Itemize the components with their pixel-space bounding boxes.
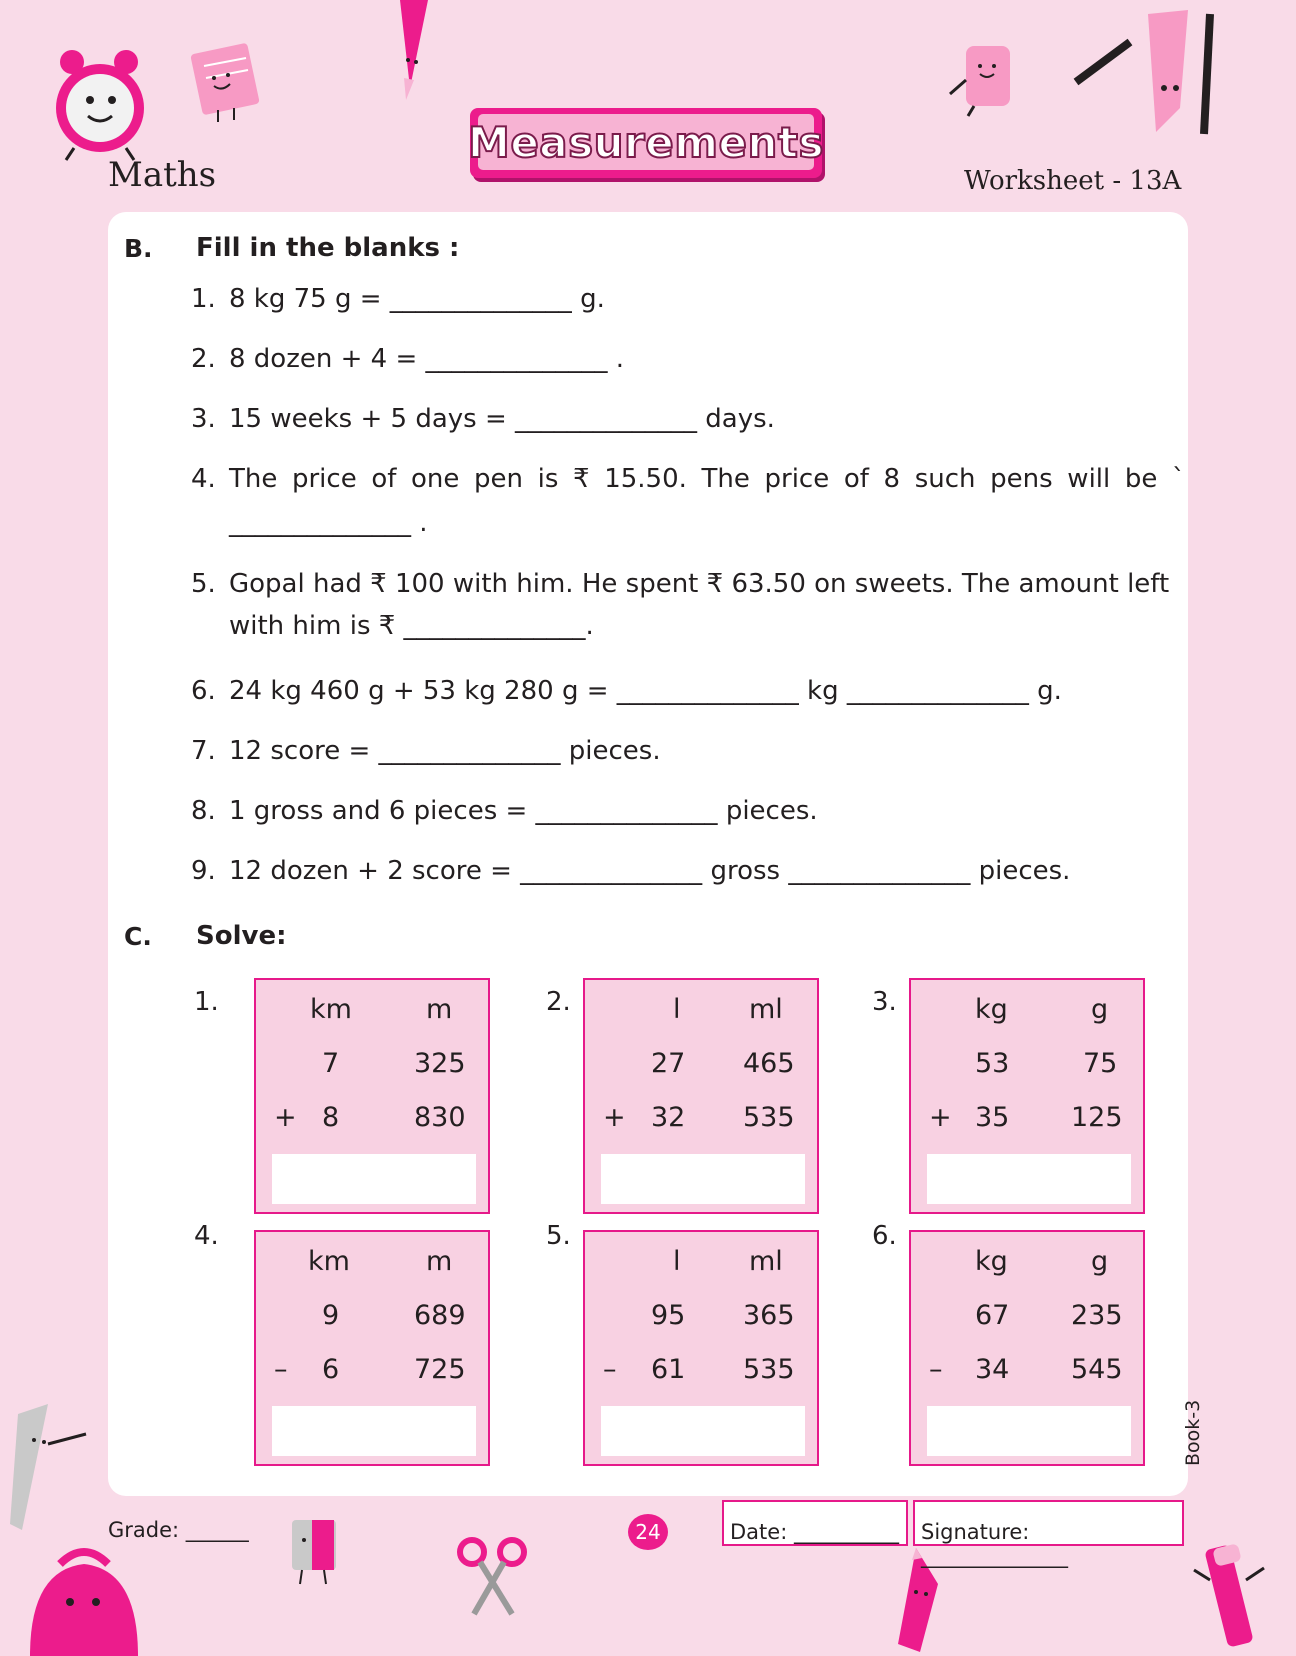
problem-number: 5. (546, 1221, 571, 1251)
date-field: Date: __________ (722, 1500, 908, 1546)
page-number-badge (628, 1514, 668, 1550)
question-7: 7. 12 score = ______________ pieces. (191, 736, 661, 766)
problem-number: 6. (872, 1221, 897, 1251)
problem-box: l ml 27 465 + 32 535 (583, 978, 819, 1214)
worksheet-label: Worksheet - 13A (964, 166, 1182, 196)
question-3: 3. 15 weeks + 5 days = ______________ days. (191, 404, 775, 434)
scissors-icon (456, 1534, 530, 1618)
question-2: 2. 8 dozen + 4 = ______________ . (191, 344, 625, 374)
question-8: 8. 1 gross and 6 pieces = ______________ pieces. (191, 796, 818, 826)
title-banner (470, 108, 822, 178)
eraser-character-icon (944, 40, 1024, 118)
question-4: 4. The price of one pen is ₹ 15.50. The price of 8 such pens will be ` ______________ . (191, 464, 1185, 538)
compass-pencil-icon (1070, 8, 1220, 138)
problem-number: 2. (546, 987, 571, 1017)
ruler-character-icon (8, 1404, 94, 1534)
question-9: 9. 12 dozen + 2 score = ______________ gross ______________ pieces. (191, 856, 1071, 886)
section-c-title: Solve: (196, 921, 287, 951)
question-1: 1. 8 kg 75 g = ______________ g. (191, 284, 605, 314)
problem-box: km m 7 325 + 8 830 (254, 978, 490, 1214)
problem-box: l ml 95 365 – 61 535 (583, 1230, 819, 1466)
answer-field[interactable] (601, 1154, 805, 1204)
pencil-character-icon (380, 0, 440, 110)
answer-field[interactable] (601, 1406, 805, 1456)
grade-field: Grade: ______ (108, 1518, 249, 1542)
problem-number: 1. (194, 987, 219, 1017)
section-b-title: Fill in the blanks : (196, 233, 460, 263)
marker-character-icon (1190, 1540, 1270, 1652)
question-5: 5. Gopal had ₹ 100 with him. He spent ₹ 63.50 on sweets. The amount left with him is ₹ ______________. (191, 569, 1170, 641)
problem-box: km m 9 689 – 6 725 (254, 1230, 490, 1466)
question-6: 6. 24 kg 460 g + 53 kg 280 g = ______________ kg ______________ g. (191, 676, 1062, 706)
book-label: Book-3 (1182, 1399, 1204, 1466)
answer-field[interactable] (927, 1154, 1131, 1204)
sharpener-character-icon (284, 1518, 344, 1590)
alarm-clock-icon (52, 44, 148, 164)
answer-field[interactable] (272, 1154, 476, 1204)
notepad-character-icon (178, 40, 268, 124)
problem-box: kg g 53 75 + 35 125 (909, 978, 1145, 1214)
signature-field: Signature: ______________ (913, 1500, 1184, 1546)
problem-number: 3. (872, 987, 897, 1017)
answer-field[interactable] (272, 1406, 476, 1456)
page-title: Measurements (478, 114, 814, 170)
page-number: 24 (635, 1520, 661, 1544)
problem-number: 4. (194, 1221, 219, 1251)
answer-field[interactable] (927, 1406, 1131, 1456)
subject-label: Maths (108, 155, 217, 195)
problem-box: kg g 67 235 – 34 545 (909, 1230, 1145, 1466)
section-c-letter: C. (124, 922, 152, 951)
section-b-letter: B. (124, 234, 153, 263)
bag-character-icon (20, 1540, 150, 1656)
